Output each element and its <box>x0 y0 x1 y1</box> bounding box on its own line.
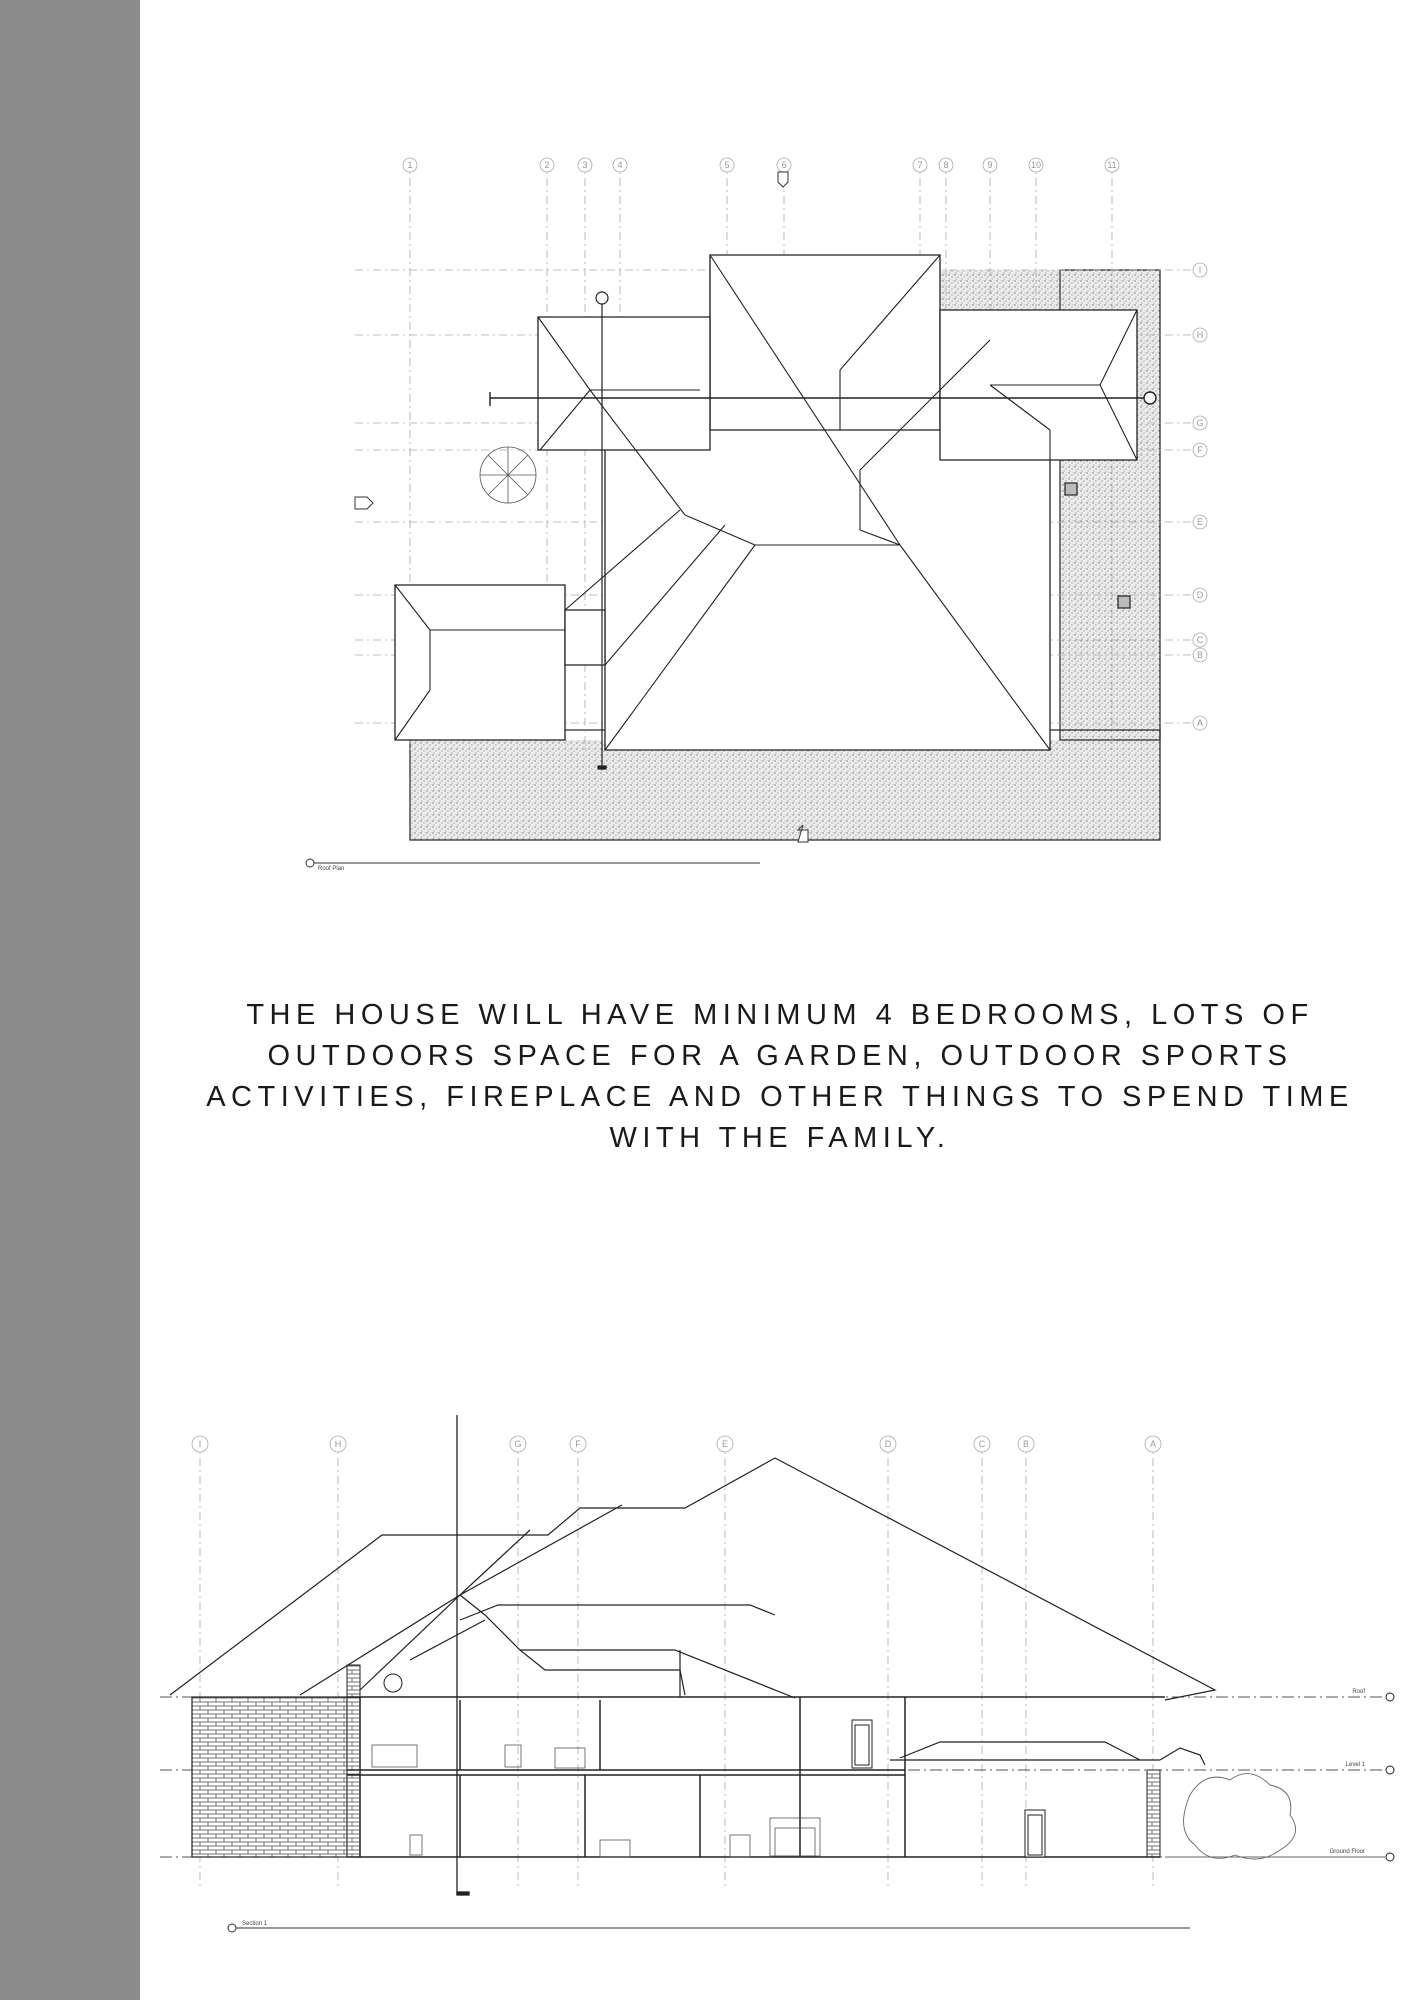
document-caption: THE HOUSE WILL HAVE MINIMUM 4 BEDROOMS, LOTS OF OUTDOORS SPACE FOR A GARDEN, OUTDOOR SPORTS ACTIVITIES, FIREPLACE AND OTHER THINGS TO SPEND TIME WITH THE FAMILY. <box>206 999 1354 1154</box>
grid-row-label: E <box>1196 517 1204 527</box>
section-grid-label: H <box>334 1439 342 1449</box>
section-grid-label: G <box>514 1439 522 1449</box>
roof-plan-drawing <box>300 130 1220 880</box>
grid-row-label: D <box>1196 590 1204 600</box>
section-grid-label: D <box>884 1439 892 1449</box>
grid-row-label: G <box>1196 418 1204 428</box>
doors <box>852 1720 1045 1857</box>
grid-col-label: 5 <box>724 160 730 170</box>
section-grid-label: C <box>978 1439 986 1449</box>
building-section-drawing <box>160 1410 1410 1950</box>
level-label-roof: Roof <box>1352 1689 1365 1695</box>
section-title-line <box>228 1921 1190 1932</box>
grid-col-label: 2 <box>544 160 550 170</box>
svg-text:Roof Plan: Roof Plan <box>318 866 345 872</box>
section-circle <box>384 1674 402 1692</box>
grid-row-label: F <box>1197 445 1203 455</box>
grid-col-label: 11 <box>1107 160 1117 170</box>
grid-col-label: 3 <box>582 160 588 170</box>
level-labels <box>1330 1689 1366 1855</box>
section-grid-label: A <box>1149 1439 1157 1449</box>
grid-col-label: 6 <box>781 160 787 170</box>
section-grid-label: F <box>575 1439 581 1449</box>
section-grid-label: I <box>198 1439 202 1449</box>
section-grid-label: B <box>1022 1439 1030 1449</box>
grid-col-label: 1 <box>407 160 413 170</box>
grid-row-label: B <box>1196 650 1204 660</box>
section-grid-label: E <box>721 1439 729 1449</box>
furniture <box>372 1745 820 1857</box>
spiral-stair <box>480 447 536 503</box>
drawing-title-line <box>306 859 760 872</box>
grid-row-label: I <box>1198 265 1202 275</box>
level-markers <box>1386 1693 1394 1861</box>
section-title: Section 1 <box>242 1921 268 1927</box>
left-sidebar-band <box>0 0 140 2000</box>
brick-walls <box>192 1665 1160 1857</box>
level-label-ground: Ground Floor <box>1329 1849 1365 1855</box>
roof-outline <box>395 255 1137 750</box>
level-label-level1: Level 1 <box>1345 1762 1365 1768</box>
grid-col-label: 7 <box>917 160 923 170</box>
grid-row-label: C <box>1196 635 1204 645</box>
grid-col-label: 8 <box>943 160 949 170</box>
bush-sketch <box>1165 1774 1385 1859</box>
grid-row-label: H <box>1196 330 1204 340</box>
grid-row-label: A <box>1196 718 1204 728</box>
grid-col-label: 9 <box>987 160 993 170</box>
grid-col-label: 10 <box>1030 160 1042 170</box>
section-cut-line <box>457 1415 469 1895</box>
grid-col-label: 4 <box>617 160 623 170</box>
